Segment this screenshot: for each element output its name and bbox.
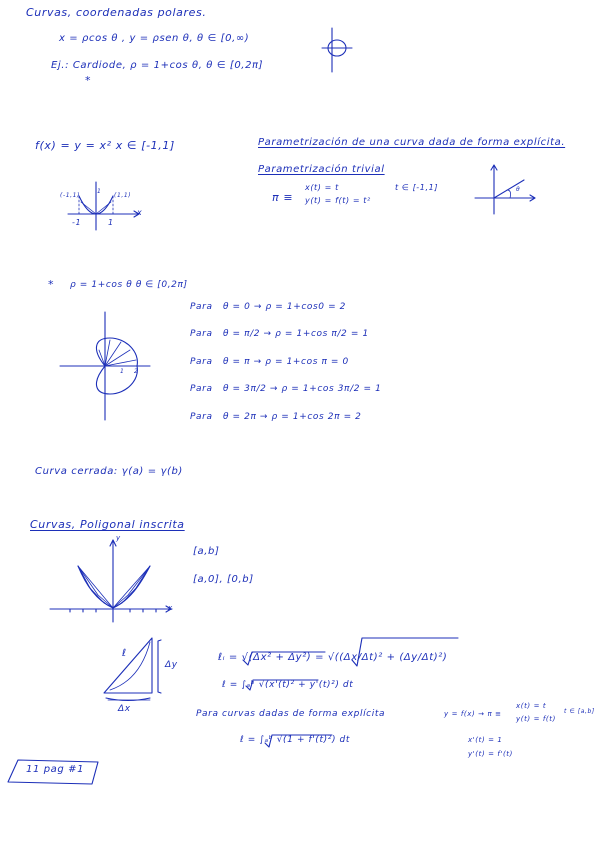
side-trange: t ∈ [a,b] [564,708,595,715]
polygon-x-label: x [168,604,173,612]
polygon-graph [50,540,172,622]
closed-curve-note: Curva cerrada: γ(a) = γ(b) [35,466,183,477]
triangle-dx-label: Δx [118,704,131,714]
cardioid-header: ρ = 1+cos θ θ ∈ [0,2π] [70,280,188,290]
para-expr: θ = π/2 → ρ = 1+cos π/2 = 1 [222,329,369,339]
side-xprime: x'(t) = 1 [468,736,503,744]
x-one-label: 1 [108,218,114,227]
function-definition: f(x) = y = x² x ∈ [-1,1] [35,139,175,152]
triangle-hyp-label: ℓ [122,648,127,659]
triangle-dy-label: Δy [165,660,178,670]
cardioid-one-label: 1 [120,368,125,375]
para-expr: θ = 2π → ρ = 1+cos 2π = 2 [222,412,362,422]
para-expr: θ = π → ρ = 1+cos π = 0 [222,357,349,367]
para-row-2 [190,357,349,367]
arc-length-explicit: ℓ = ∫ₐᵇ √(1 + f'(t)²) dt [240,735,350,745]
side-yprime: y'(t) = f'(t) [468,750,513,758]
point-left-label: (-1,1) [60,192,80,199]
segment-length-formula: ℓᵢ = √(Δx² + Δy²) = √((Δx/Δt)² + (Δy/Δt)²) [218,652,448,663]
cardioid-graph [60,312,150,420]
angle-sketch [475,165,535,214]
interval-ab: [a,b] [193,546,220,557]
y-one-label: 1 [97,188,102,195]
side-yt: y(t) = f(t) [516,715,556,723]
para-expr: θ = 0 → ρ = 1+cos0 = 2 [222,302,347,312]
polygon-y-label: y [116,534,121,542]
section-title-polar: Curvas, coordenadas polares. [26,6,207,19]
asterisk-mark-2: * [48,278,55,291]
param-x: x(t) = t [305,183,339,192]
para-expr: θ = 3π/2 → ρ = 1+cos 3π/2 = 1 [222,384,382,394]
pi-symbol: π ≡ [272,191,294,204]
side-mapping: y = f(x) → π ≡ [444,710,502,718]
para-word: Para [190,357,213,367]
para-row-1 [190,329,369,339]
param-trivial-title: Parametrización trivial [258,164,385,175]
param-explicit-title: Parametrización de una curva dada de forma explícita. [258,137,566,148]
param-y: y(t) = f(t) = t² [305,196,371,205]
polar-formula: x = ρcos θ , y = ρsen θ, θ ∈ [0,∞) [59,33,250,44]
x-neg-one-label: -1 [72,218,82,227]
cardioid-sketch-small [322,28,352,72]
para-word: Para [190,329,213,339]
theta-small-label: θ [516,186,521,193]
point-right-label: (1,1) [114,192,132,199]
explicit-curves-note: Para curvas dadas de forma explícita [196,709,386,719]
para-row-4 [190,412,362,422]
x-axis-label: x [137,208,143,217]
cardioid-example: Ej.: Cardiode, ρ = 1+cos θ, θ ∈ [0,2π] [51,60,264,71]
triangle-sketch [104,638,161,701]
cardioid-two-label: 2 [134,368,139,375]
page-number: 11 pag #1 [26,764,85,775]
para-word: Para [190,384,213,394]
para-row-0 [190,302,346,312]
asterisk-mark: * [85,74,92,87]
param-t-range: t ∈ [-1,1] [395,183,439,192]
section-title-polygon: Curvas, Poligonal inscrita [30,518,185,531]
interval-split: [a,0], [0,b] [193,574,254,585]
para-word: Para [190,302,213,312]
para-row-3 [190,384,381,394]
side-xt: x(t) = t [516,702,547,710]
para-word: Para [190,412,213,422]
arc-length-integral: ℓ = ∫ₐᵇ √(x'(t)² + y'(t)²) dt [222,680,354,690]
